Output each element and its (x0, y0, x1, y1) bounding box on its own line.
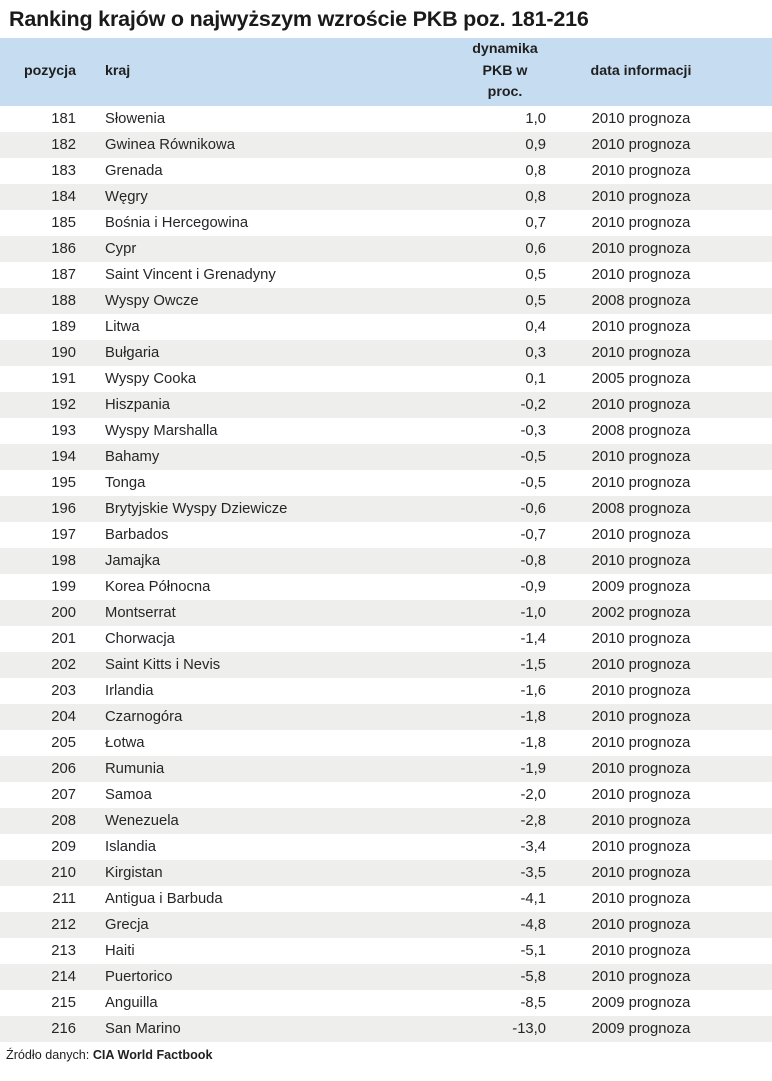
cell-position: 181 (51, 110, 76, 127)
cell-date: 2010 prognoza (591, 890, 691, 907)
cell-growth: 0,5 (525, 292, 546, 309)
cell-date: 2010 prognoza (591, 838, 691, 855)
cell-country: Islandia (105, 838, 157, 855)
cell-growth: -4,8 (520, 916, 546, 933)
cell-position: 209 (51, 838, 76, 855)
table-header (0, 38, 772, 106)
cell-position: 191 (51, 370, 76, 387)
cell-date: 2008 prognoza (591, 500, 691, 517)
cell-date: 2010 prognoza (591, 916, 691, 933)
cell-country: Saint Vincent i Grenadyny (105, 266, 276, 283)
cell-position: 208 (51, 812, 76, 829)
cell-country: Antigua i Barbuda (105, 890, 223, 907)
cell-position: 183 (51, 162, 76, 179)
cell-country: Haiti (105, 942, 135, 959)
table-row[interactable] (0, 1016, 772, 1042)
cell-position: 203 (51, 682, 76, 699)
cell-growth: -0,3 (520, 422, 546, 439)
cell-growth: -8,5 (520, 994, 546, 1011)
table-row[interactable] (0, 704, 772, 730)
table-row[interactable] (0, 860, 772, 886)
cell-growth: -2,0 (520, 786, 546, 803)
cell-country: Anguilla (105, 994, 158, 1011)
cell-date: 2010 prognoza (591, 162, 691, 179)
table-row[interactable] (0, 366, 772, 392)
cell-date: 2010 prognoza (591, 734, 691, 751)
cell-growth: -1,8 (520, 734, 546, 751)
cell-country: Grenada (105, 162, 163, 179)
cell-date: 2010 prognoza (591, 214, 691, 231)
source-footer (0, 1042, 772, 1063)
cell-date: 2008 prognoza (591, 422, 691, 439)
cell-position: 186 (51, 240, 76, 257)
cell-country: Kirgistan (105, 864, 163, 881)
cell-country: Grecja (105, 916, 149, 933)
cell-position: 182 (51, 136, 76, 153)
cell-position: 184 (51, 188, 76, 205)
cell-growth: 0,8 (525, 162, 546, 179)
cell-date: 2010 prognoza (591, 188, 691, 205)
cell-country: Słowenia (105, 110, 166, 127)
cell-date: 2010 prognoza (591, 396, 691, 413)
cell-position: 215 (51, 994, 76, 1011)
cell-growth: -1,0 (520, 604, 546, 621)
cell-growth: 0,8 (525, 188, 546, 205)
table-row[interactable] (0, 340, 772, 366)
table-row[interactable] (0, 938, 772, 964)
cell-country: Gwinea Równikowa (105, 136, 235, 153)
cell-date: 2010 prognoza (591, 110, 691, 127)
cell-country: Montserrat (105, 604, 176, 621)
cell-date: 2010 prognoza (591, 942, 691, 959)
cell-country: Puertorico (105, 968, 173, 985)
table-row[interactable] (0, 392, 772, 418)
cell-growth: 0,4 (525, 318, 546, 335)
cell-country: Hiszpania (105, 396, 170, 413)
cell-growth: -0,7 (520, 526, 546, 543)
cell-growth: -3,4 (520, 838, 546, 855)
cell-date: 2010 prognoza (591, 812, 691, 829)
cell-country: Saint Kitts i Nevis (105, 656, 221, 673)
table-body (0, 106, 772, 1042)
cell-country: Bośnia i Hercegowina (105, 214, 249, 231)
cell-position: 207 (51, 786, 76, 803)
cell-date: 2010 prognoza (591, 968, 691, 985)
table-row[interactable] (0, 990, 772, 1016)
table-row[interactable] (0, 600, 772, 626)
column-header-position[interactable]: pozycja (0, 38, 90, 106)
cell-date: 2010 prognoza (591, 266, 691, 283)
column-header-date[interactable]: data informacji (548, 38, 772, 106)
cell-position: 202 (51, 656, 76, 673)
cell-position: 193 (51, 422, 76, 439)
cell-growth: -1,5 (520, 656, 546, 673)
cell-date: 2010 prognoza (591, 552, 691, 569)
table-row[interactable] (0, 210, 772, 236)
cell-country: Samoa (105, 786, 152, 803)
cell-position: 205 (51, 734, 76, 751)
cell-position: 204 (51, 708, 76, 725)
table-row[interactable] (0, 262, 772, 288)
cell-position: 200 (51, 604, 76, 621)
cell-position: 212 (51, 916, 76, 933)
cell-position: 211 (52, 890, 76, 907)
cell-date: 2010 prognoza (591, 630, 691, 647)
cell-date: 2010 prognoza (591, 864, 691, 881)
cell-position: 196 (51, 500, 76, 517)
cell-country: Tonga (105, 474, 146, 491)
cell-date: 2002 prognoza (591, 604, 691, 621)
table-row[interactable] (0, 782, 772, 808)
table-row[interactable] (0, 418, 772, 444)
cell-growth: 0,6 (525, 240, 546, 257)
cell-position: 195 (51, 474, 76, 491)
table-row[interactable] (0, 756, 772, 782)
cell-position: 188 (51, 292, 76, 309)
cell-position: 187 (51, 266, 76, 283)
cell-position: 206 (51, 760, 76, 777)
cell-growth: -1,8 (520, 708, 546, 725)
table-row[interactable] (0, 496, 772, 522)
cell-growth: -4,1 (520, 890, 546, 907)
cell-date: 2010 prognoza (591, 448, 691, 465)
ranking-table (0, 38, 772, 1042)
cell-position: 185 (51, 214, 76, 231)
cell-date: 2008 prognoza (591, 292, 691, 309)
table-row[interactable] (0, 886, 772, 912)
cell-date: 2010 prognoza (591, 760, 691, 777)
cell-date: 2009 prognoza (591, 1020, 691, 1037)
table-row[interactable] (0, 626, 772, 652)
cell-country: Wyspy Marshalla (105, 422, 218, 439)
cell-growth: -1,4 (520, 630, 546, 647)
cell-date: 2009 prognoza (591, 578, 691, 595)
cell-position: 216 (51, 1020, 76, 1037)
cell-date: 2010 prognoza (591, 474, 691, 491)
cell-country: Cypr (105, 240, 137, 257)
cell-growth: -3,5 (520, 864, 546, 881)
cell-growth: -1,6 (520, 682, 546, 699)
page-title: Ranking krajów o najwyższym wzroście PKB poz. 181-216 (9, 7, 589, 31)
cell-growth: -5,8 (520, 968, 546, 985)
cell-date: 2010 prognoza (591, 526, 691, 543)
cell-country: Wenezuela (105, 812, 179, 829)
source-value: CIA World Factbook (92, 1047, 213, 1062)
cell-position: 213 (51, 942, 76, 959)
cell-position: 194 (51, 448, 76, 465)
cell-position: 201 (51, 630, 76, 647)
table-row[interactable] (0, 678, 772, 704)
table-row[interactable] (0, 236, 772, 262)
cell-date: 2010 prognoza (591, 708, 691, 725)
cell-date: 2010 prognoza (591, 656, 691, 673)
table-row[interactable] (0, 470, 772, 496)
cell-country: Chorwacja (105, 630, 175, 647)
cell-country: Rumunia (105, 760, 165, 777)
cell-growth: -0,8 (520, 552, 546, 569)
cell-growth: 0,1 (525, 370, 546, 387)
cell-country: Litwa (105, 318, 140, 335)
cell-country: Czarnogóra (105, 708, 183, 725)
table-row[interactable] (0, 132, 772, 158)
cell-date: 2005 prognoza (591, 370, 691, 387)
table-row[interactable] (0, 158, 772, 184)
cell-date: 2009 prognoza (591, 994, 691, 1011)
table-row[interactable] (0, 106, 772, 132)
cell-country: Korea Północna (105, 578, 211, 595)
cell-country: Wyspy Owcze (105, 292, 199, 309)
cell-position: 214 (51, 968, 76, 985)
table-row[interactable] (0, 522, 772, 548)
cell-date: 2010 prognoza (591, 786, 691, 803)
table-row[interactable] (0, 964, 772, 990)
cell-position: 198 (51, 552, 76, 569)
cell-growth: -0,5 (520, 474, 546, 491)
cell-country: Węgry (105, 188, 148, 205)
column-header-growth-line1: dynamika (472, 41, 538, 58)
table-row[interactable] (0, 574, 772, 600)
column-header-growth[interactable] (464, 38, 548, 106)
cell-growth: -13,0 (512, 1020, 546, 1037)
cell-country: Bahamy (105, 448, 160, 465)
table-row[interactable] (0, 444, 772, 470)
cell-country: San Marino (105, 1020, 181, 1037)
cell-growth: -0,2 (520, 396, 546, 413)
cell-growth: 0,7 (525, 214, 546, 231)
cell-growth: 0,9 (525, 136, 546, 153)
table-row[interactable] (0, 184, 772, 210)
table-row[interactable] (0, 730, 772, 756)
cell-growth: -0,6 (520, 500, 546, 517)
cell-growth: 1,0 (525, 110, 546, 127)
cell-date: 2010 prognoza (591, 682, 691, 699)
cell-growth: -2,8 (520, 812, 546, 829)
table-row[interactable] (0, 652, 772, 678)
table-row[interactable] (0, 314, 772, 340)
cell-growth: 0,5 (525, 266, 546, 283)
cell-growth: -0,9 (520, 578, 546, 595)
source-label: Źródło danych: (6, 1047, 90, 1062)
table-header-row (0, 38, 772, 106)
column-header-growth-line3: proc. (487, 84, 523, 101)
cell-country: Bułgaria (105, 344, 160, 361)
column-header-country[interactable]: kraj (90, 38, 464, 106)
table-row[interactable] (0, 912, 772, 938)
cell-country: Barbados (105, 526, 169, 543)
table-row[interactable] (0, 834, 772, 860)
cell-date: 2010 prognoza (591, 240, 691, 257)
cell-position: 199 (51, 578, 76, 595)
cell-date: 2010 prognoza (591, 318, 691, 335)
table-row[interactable] (0, 288, 772, 314)
cell-position: 189 (51, 318, 76, 335)
cell-country: Łotwa (105, 734, 145, 751)
column-header-growth-line2: PKB w (482, 62, 528, 79)
cell-position: 210 (51, 864, 76, 881)
cell-date: 2010 prognoza (591, 344, 691, 361)
cell-country: Jamajka (105, 552, 161, 569)
cell-growth: -1,9 (520, 760, 546, 777)
cell-date: 2010 prognoza (591, 136, 691, 153)
table-row[interactable] (0, 548, 772, 574)
cell-growth: 0,3 (525, 344, 546, 361)
cell-country: Wyspy Cooka (105, 370, 197, 387)
cell-position: 197 (51, 526, 76, 543)
cell-country: Irlandia (105, 682, 154, 699)
cell-country: Brytyjskie Wyspy Dziewicze (105, 500, 288, 517)
cell-position: 190 (51, 344, 76, 361)
table-row[interactable] (0, 808, 772, 834)
cell-growth: -5,1 (520, 942, 546, 959)
cell-position: 192 (51, 396, 76, 413)
cell-growth: -0,5 (520, 448, 546, 465)
